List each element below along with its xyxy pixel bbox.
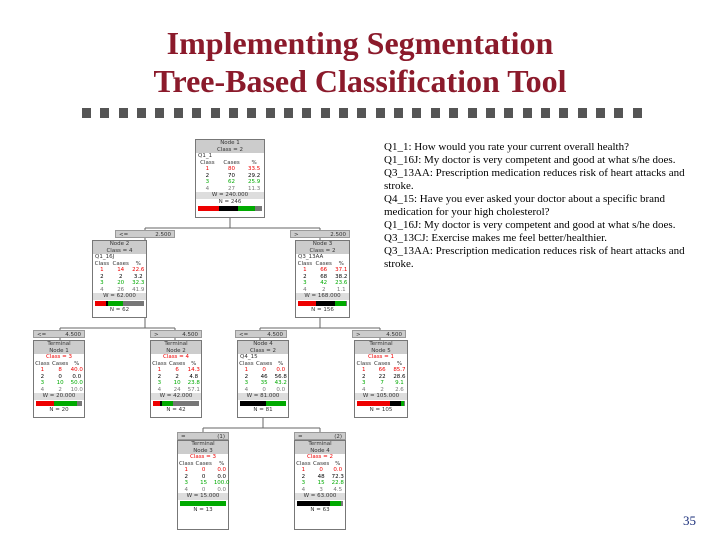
col-header: Class [94, 260, 110, 267]
cell: 8 [58, 367, 62, 373]
col-header: % [338, 260, 344, 267]
split-operator: = [298, 434, 303, 440]
cell: 4 [157, 386, 162, 393]
cell: 46 [260, 373, 268, 380]
cell: 85.7 [393, 367, 406, 373]
split-value: (2) [334, 434, 342, 440]
cell: 1 [157, 367, 162, 373]
cell: 0 [201, 473, 206, 480]
class-bar-segment [123, 301, 144, 306]
terminal-node-5[interactable] [354, 340, 408, 418]
cell: 3 [319, 486, 323, 493]
cell: 2 [380, 386, 384, 393]
cell: 2.6 [395, 386, 404, 393]
cell: 2 [321, 286, 326, 293]
cell: 33.5 [247, 166, 261, 172]
node-label: Node 2 [109, 241, 130, 247]
cell: 41.9 [132, 286, 145, 293]
cell: 4 [184, 486, 188, 493]
col-header: % [74, 360, 80, 367]
node-weight: W = 81.000 [238, 393, 288, 400]
split-value: 4.500 [182, 332, 198, 338]
class-bar-segment [77, 401, 82, 406]
cell: 1.1 [336, 286, 346, 293]
node-header [296, 241, 349, 254]
node-count: N = 63 [310, 506, 330, 513]
node-label: Node 5 [371, 347, 391, 354]
cell: 10.0 [70, 386, 83, 393]
title-line-1: Implementing Segmentation [166, 25, 554, 61]
cell: 0.0 [333, 467, 343, 473]
node-count: N = 246 [218, 198, 242, 205]
cell: 2 [175, 373, 179, 380]
class-bar-segment [298, 301, 316, 306]
cell: 0 [262, 367, 266, 373]
cell: 3 [40, 380, 45, 386]
cell: 48 [317, 473, 325, 480]
split-value: 4.500 [267, 332, 283, 338]
node-label: Terminal [308, 441, 332, 447]
question-item: Q1_16J: My doctor is very competent and good at what s/he does. [384, 219, 676, 231]
col-header: Class [356, 360, 371, 367]
split-operator: > [154, 332, 159, 338]
cell: 15 [317, 480, 325, 486]
cell: 22.6 [132, 267, 145, 273]
node-label: Terminal [164, 341, 188, 347]
cell: 3 [100, 280, 104, 286]
node-table [93, 261, 146, 294]
cell: 7 [380, 380, 384, 386]
cell: 2 [303, 273, 307, 280]
class-bar [297, 501, 343, 506]
col-header: Class [35, 360, 50, 367]
node-label: Node 3 [193, 447, 213, 454]
cell: 2 [184, 473, 188, 480]
cell: 80 [228, 166, 236, 172]
node-count: N = 81 [253, 406, 273, 413]
node-table [34, 361, 84, 394]
cell: 37.1 [335, 267, 348, 273]
node-table [151, 361, 201, 394]
cell: 0.0 [217, 467, 227, 473]
col-header: Class [296, 460, 311, 467]
class-bar-segment [173, 401, 199, 406]
node-class: Class = 2 [249, 347, 277, 354]
class-bar-segment [162, 401, 173, 406]
cell: 0 [201, 467, 206, 473]
cell: 68 [320, 273, 328, 280]
node-weight: W = 15.000 [178, 493, 228, 500]
question-item: Q1_16J: My doctor is very competent and good at what s/he does. [384, 154, 676, 166]
class-bar-segment [297, 501, 330, 506]
cell: 1 [361, 367, 366, 373]
col-header: Cases [168, 360, 186, 367]
class-bar-segment [335, 301, 347, 306]
page-number: 35 [683, 513, 696, 528]
cell: 3 [157, 380, 162, 386]
cell: 27 [228, 185, 236, 192]
cell: 2 [118, 273, 123, 280]
node-weight: W = 63.000 [295, 493, 345, 500]
cell: 14 [117, 267, 125, 273]
class-bar-segment [346, 301, 347, 306]
node-count: N = 105 [369, 406, 393, 413]
node-count: N = 13 [193, 506, 213, 513]
node-table [178, 461, 231, 494]
cell: 32.3 [132, 280, 145, 286]
cell: 4 [40, 386, 45, 393]
cell: 2 [361, 373, 366, 380]
split-operator: <= [37, 332, 47, 338]
class-bar [298, 301, 347, 306]
cell: 4 [361, 386, 366, 393]
question-item: Q3_13CJ: Exercise makes me feel better/healthier. [384, 232, 607, 244]
cell: 2 [301, 473, 306, 480]
col-header: Class [200, 159, 215, 166]
split-operator: <= [239, 332, 249, 338]
cell: 15 [200, 480, 208, 486]
tree-node-1[interactable] [195, 139, 265, 218]
cell: 4 [100, 286, 104, 293]
cell: 62 [228, 179, 236, 185]
node-header [238, 341, 288, 354]
cell: 1 [301, 467, 306, 473]
class-bar-segment [357, 401, 390, 406]
cell: 0 [201, 486, 206, 493]
cell: 3 [361, 380, 366, 386]
class-bar-segment [240, 401, 266, 406]
node-weight: W = 62.000 [93, 293, 146, 300]
node-table [296, 261, 349, 294]
cell: 9.1 [395, 380, 404, 386]
split-label [352, 330, 406, 338]
cell: 72.3 [331, 473, 344, 480]
col-header: Cases [223, 159, 240, 166]
cell: 100.0 [213, 480, 230, 486]
cell: 70 [228, 172, 236, 179]
cell: 56.8 [274, 373, 287, 380]
cell: 24 [173, 386, 181, 393]
class-bar-segment [390, 401, 401, 406]
node-count: N = 156 [311, 306, 334, 313]
question-item: Q1_1: How would you rate your current overall health? [384, 141, 629, 153]
node-header [295, 441, 345, 454]
cell: 35 [260, 380, 268, 386]
cell: 25.9 [247, 179, 261, 185]
cell: 22 [378, 373, 386, 380]
split-operator: = [181, 434, 186, 440]
node-weight: W = 105.000 [355, 393, 407, 400]
class-bar-segment [238, 206, 255, 211]
node-table [355, 361, 407, 394]
question-item: Q3_13AA: Prescription medication reduces risk of heart attacks and stroke. [384, 245, 685, 270]
col-header: Cases [312, 460, 330, 467]
node-table [196, 160, 264, 193]
class-bar-segment [198, 206, 219, 211]
cell: 1 [184, 467, 188, 473]
col-header: % [396, 360, 403, 367]
node-label: Node 1 [220, 140, 240, 146]
class-bar [180, 501, 226, 506]
node-count: N = 20 [49, 406, 69, 413]
cell: 1 [100, 267, 104, 273]
terminal-node-4[interactable] [294, 440, 346, 530]
split-operator: > [294, 232, 299, 238]
cell: 0.0 [276, 386, 286, 393]
node-class: Class = 2 [306, 454, 334, 460]
cell: 38.2 [335, 273, 348, 280]
node-header [355, 341, 407, 354]
cell: 10 [173, 380, 181, 386]
col-header: % [278, 360, 284, 367]
cell: 3 [205, 179, 210, 185]
class-bar [240, 401, 286, 406]
node-weight: W = 240.000 [196, 192, 264, 199]
node-class: Class = 4 [106, 247, 133, 254]
split-value: 2.500 [155, 232, 171, 238]
col-header: % [219, 460, 225, 467]
col-header: % [135, 260, 141, 267]
cell: 23.6 [335, 280, 348, 286]
cell: 0.0 [72, 373, 82, 380]
node-class: Class = 1 [367, 354, 395, 360]
node-split-variable: Q1_16J [95, 254, 115, 260]
cell: 10 [56, 380, 64, 386]
cell: 2 [58, 386, 62, 393]
class-bar [357, 401, 405, 406]
cell: 4 [301, 486, 306, 493]
tree-node-2[interactable] [92, 240, 147, 318]
cell: 2 [100, 273, 104, 280]
cell: 0.0 [217, 473, 227, 480]
class-bar [95, 301, 144, 306]
split-label [235, 330, 287, 338]
cell: 1 [205, 166, 210, 172]
cell: 0.0 [217, 486, 227, 493]
node-header [196, 140, 264, 153]
cell: 2 [157, 373, 162, 380]
node-split-variable: Q3_13AA [298, 254, 324, 260]
split-operator: <= [119, 232, 129, 238]
class-bar-segment [54, 401, 77, 406]
cell: 11.3 [247, 185, 261, 192]
cell: 4 [303, 286, 307, 293]
cell: 1 [303, 267, 307, 273]
cell: 50.0 [70, 380, 83, 386]
class-bar [198, 206, 262, 211]
col-header: Class [239, 360, 254, 367]
cell: 4.5 [333, 486, 343, 493]
cell: 2 [205, 172, 210, 179]
cell: 66 [320, 267, 328, 273]
col-header: % [191, 360, 197, 367]
cell: 57.1 [187, 386, 200, 393]
terminal-node-2[interactable] [150, 340, 202, 418]
node-class: Class = 3 [189, 454, 217, 460]
class-bar-segment [219, 206, 238, 211]
split-value: (1) [217, 434, 225, 440]
split-value: 2.500 [330, 232, 346, 238]
title-line-2: Tree-Based Classification Tool [153, 63, 567, 99]
cell: 0 [319, 467, 323, 473]
node-header [93, 241, 146, 254]
split-label [150, 330, 202, 338]
cell: 23.8 [187, 380, 200, 386]
cell: 1 [244, 367, 249, 373]
cell: 0 [262, 386, 266, 393]
cell: 3.2 [133, 273, 143, 280]
col-header: % [251, 159, 257, 166]
node-label: Node 1 [49, 347, 69, 354]
col-header: Class [297, 260, 313, 267]
cell: 4.8 [189, 373, 199, 380]
col-header: Cases [315, 260, 332, 267]
cell: 22.8 [331, 480, 344, 486]
question-item: Q4_15: Have you ever asked your doctor about a specific brand medication for your high cholesterol? [384, 193, 666, 218]
node-weight: W = 20.000 [34, 393, 84, 400]
cell: 3 [184, 480, 188, 486]
node-header [178, 441, 228, 454]
class-bar-segment [404, 401, 405, 406]
split-value: 4.500 [65, 332, 81, 338]
cell: 0 [58, 373, 62, 380]
col-header: Class [152, 360, 167, 367]
cell: 3 [244, 380, 249, 386]
node-label: Node 4 [253, 341, 273, 347]
node-header [34, 341, 84, 354]
node-count: N = 62 [109, 306, 130, 313]
split-operator: > [356, 332, 361, 338]
col-header: Cases [255, 360, 273, 367]
node-table [295, 461, 345, 494]
cell: 66 [378, 367, 386, 373]
col-header: Class [179, 460, 194, 467]
node-count: N = 42 [166, 406, 186, 413]
cell: 42 [320, 280, 328, 286]
cell: 6 [175, 367, 179, 373]
node-label: Terminal [47, 341, 71, 347]
cell: 3 [301, 480, 306, 486]
split-label [33, 330, 85, 338]
cell: 4 [244, 386, 249, 393]
terminal-node-3[interactable] [177, 440, 229, 530]
class-bar-segment [266, 401, 286, 406]
tree-node-4[interactable] [237, 340, 289, 418]
cell: 2 [244, 373, 249, 380]
split-label [177, 432, 229, 440]
node-class: Class = 2 [216, 146, 244, 153]
node-label: Node 4 [310, 447, 330, 454]
node-label: Node 3 [312, 241, 333, 247]
cell: 0.0 [276, 367, 286, 373]
cell: 43.2 [274, 380, 287, 386]
tree-node-3[interactable] [295, 240, 350, 318]
node-split-variable: Q1_1 [198, 153, 213, 159]
node-class: Class = 4 [162, 354, 190, 360]
split-label [290, 230, 350, 238]
node-table [238, 361, 288, 394]
class-bar [36, 401, 82, 406]
question-item: Q3_13AA: Prescription medication reduces risk of heart attacks and stroke. [384, 167, 685, 192]
node-split-variable: Q4_15 [240, 354, 258, 360]
class-bar-segment [341, 501, 343, 506]
cell: 1 [40, 367, 45, 373]
class-bar-segment [108, 301, 124, 306]
node-header [151, 341, 201, 354]
class-bar-segment [316, 301, 335, 306]
node-label: Terminal [191, 441, 215, 447]
col-header: Cases [195, 460, 212, 467]
split-value: 4.500 [386, 332, 402, 338]
col-header: Cases [112, 260, 129, 267]
cell: 3 [303, 280, 307, 286]
col-header: Cases [374, 360, 391, 367]
node-label: Node 2 [166, 347, 186, 354]
node-label: Terminal [369, 341, 393, 347]
col-header: Cases [51, 360, 69, 367]
class-bar-segment [180, 501, 226, 506]
class-bar-segment [36, 401, 54, 406]
node-class: Class = 2 [309, 247, 336, 254]
cell: 26 [117, 286, 125, 293]
cell: 28.6 [393, 373, 406, 380]
class-bar [153, 401, 199, 406]
cell: 20 [117, 280, 125, 286]
cell: 29.2 [247, 172, 261, 179]
cell: 4 [205, 185, 210, 192]
split-label [294, 432, 346, 440]
class-bar-segment [95, 301, 106, 306]
cell: 40.0 [70, 367, 83, 373]
node-weight: W = 168.000 [296, 293, 349, 300]
terminal-node-1[interactable] [33, 340, 85, 418]
col-header: % [335, 460, 341, 467]
cell: 14.3 [187, 367, 200, 373]
cell: 2 [40, 373, 45, 380]
node-class: Class = 3 [45, 354, 73, 360]
node-weight: W = 42.000 [151, 393, 201, 400]
class-bar-segment [255, 206, 262, 211]
split-label [115, 230, 175, 238]
class-bar-segment [330, 501, 341, 506]
